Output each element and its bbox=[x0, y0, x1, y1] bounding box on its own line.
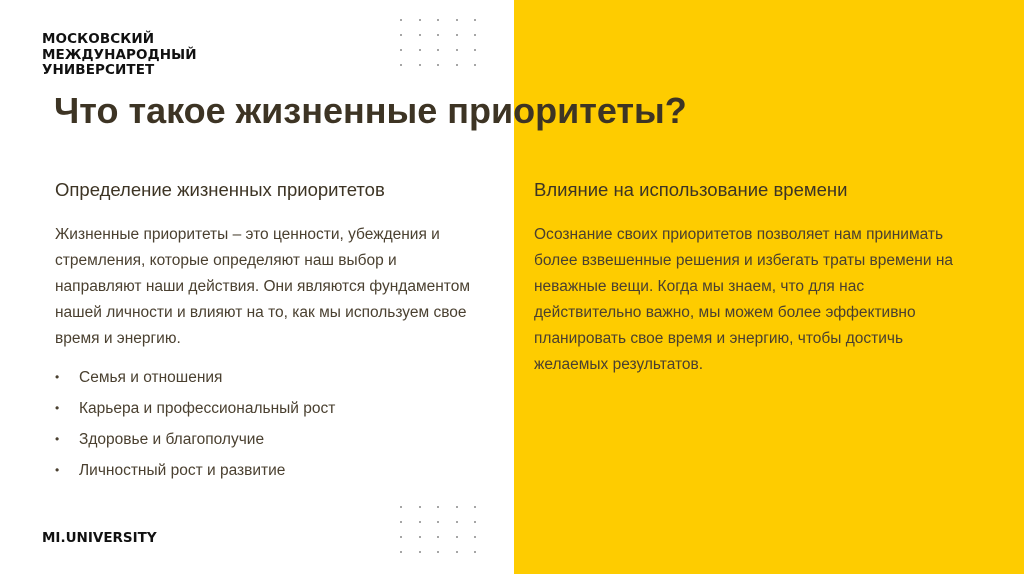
right-column-paragraph: Осознание своих приоритетов позволяет нам принимать более взвешенные решения и избегать траты времени на неважные вещи. Когда мы знаем, что для нас действительно важно, мы можем более эффективно планировать свое время и энергию, чтобы достичь желаемых результатов. bbox=[534, 226, 954, 373]
decorative-dot-grid-bottom bbox=[400, 506, 480, 553]
logo-line-1: МОСКОВСКИЙ bbox=[42, 31, 155, 47]
slide-title: Что такое жизненные приоритеты? bbox=[54, 90, 687, 131]
list-item: • Карьера и профессиональный рост bbox=[55, 393, 335, 424]
list-item: • Личностный рост и развитие bbox=[55, 455, 335, 486]
right-column-heading: Влияние на использование времени bbox=[534, 179, 848, 200]
logo-line-3: УНИВЕРСИТЕТ bbox=[42, 62, 155, 78]
decorative-dot-grid-top bbox=[400, 19, 480, 66]
left-column-paragraph: Жизненные приоритеты – это ценности, убеждения и стремления, которые определяют наш выбор и направляют наши действия. Они являются фундаментом нашей личности и влияют на то, как мы используем свое время и энергию. bbox=[55, 226, 471, 347]
priorities-list bbox=[55, 362, 335, 486]
left-column-heading: Определение жизненных приоритетов bbox=[55, 179, 385, 200]
university-logo bbox=[42, 32, 197, 79]
logo-line-2: МЕЖДУНАРОДНЫЙ bbox=[42, 46, 197, 63]
footer-brand-logo: MI.UNIVERSITY bbox=[42, 530, 157, 546]
list-item: • Семья и отношения bbox=[55, 362, 335, 393]
list-item: • Здоровье и благополучие bbox=[55, 424, 335, 455]
